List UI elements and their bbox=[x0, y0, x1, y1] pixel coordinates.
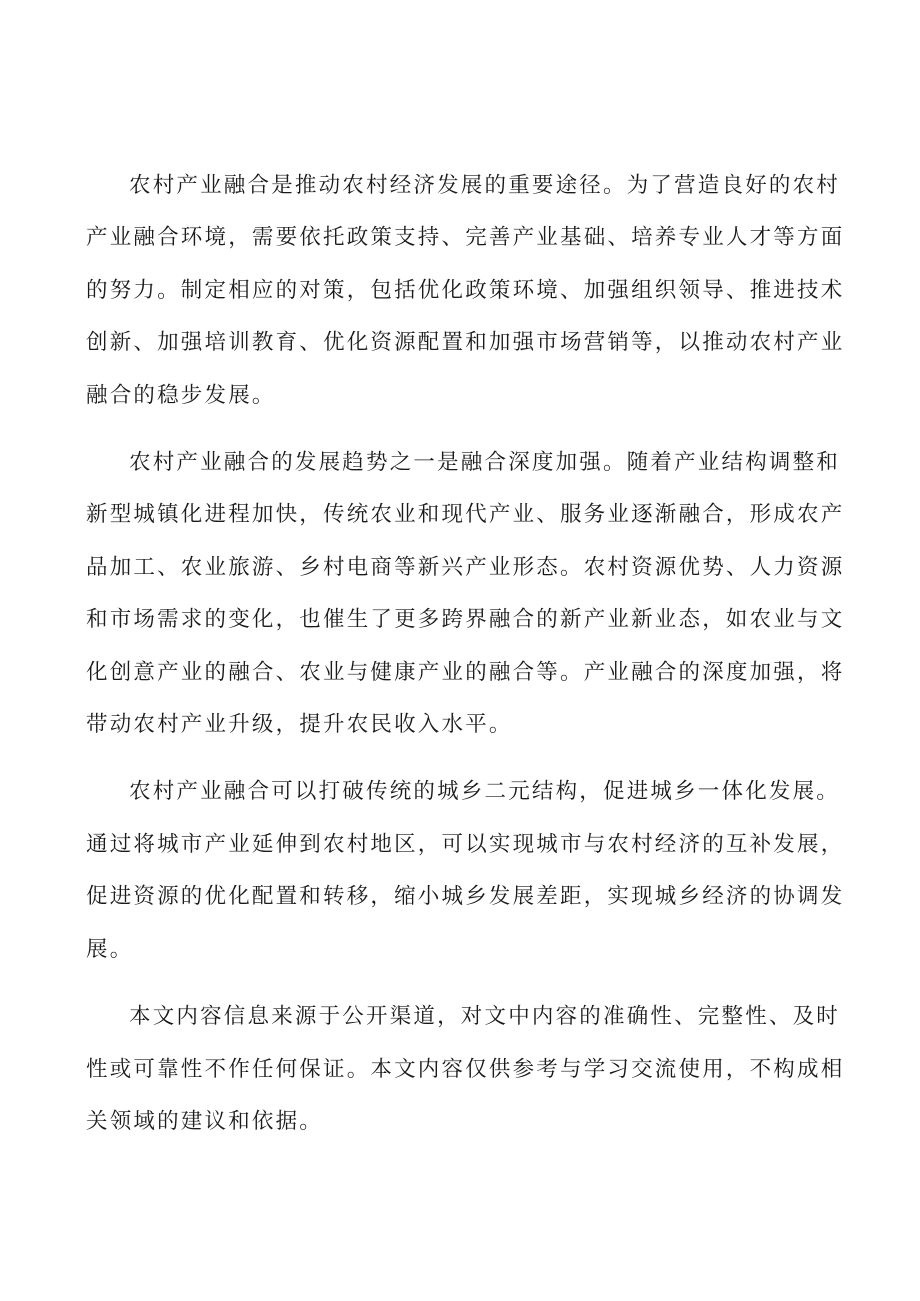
paragraph-urban-rural-integration: 农村产业融合可以打破传统的城乡二元结构，促进城乡一体化发展。通过将城市产业延伸到农村地区，可以实现城市与农村经济的互补发展，促进资源的优化配置和转移，缩小城乡发展差距，实现城乡经济的协调发展。 bbox=[86, 779, 845, 962]
document-body bbox=[86, 160, 846, 1148]
paragraph-rural-industry-integration-importance: 农村产业融合是推动农村经济发展的重要途径。为了营造良好的农村产业融合环境，需要依托政策支持、完善产业基础、培养专业人才等方面的努力。制定相应的对策，包括优化政策环境、加强组织领导、推进技术创新、加强培训教育、优化资源配置和加强市场营销等，以推动农村产业融合的稳步发展。 bbox=[86, 173, 845, 408]
paragraph-disclaimer: 本文内容信息来源于公开渠道，对文中内容的准确性、完整性、及时性或可靠性不作任何保证。本文内容仅供参考与学习交流使用，不构成相关领域的建议和依据。 bbox=[86, 1004, 845, 1134]
paragraph-integration-trend: 农村产业融合的发展趋势之一是融合深度加强。随着产业结构调整和新型城镇化进程加快，传统农业和现代产业、服务业逐渐融合，形成农产品加工、农业旅游、乡村电商等新兴产业形态。农村资源优势、人力资源和市场需求的变化，也催生了更多跨界融合的新产业新业态，如农业与文化创意产业的融合、农业与健康产业的融合等。产业融合的深度加强，将带动农村产业升级，提升农民收入水平。 bbox=[86, 450, 845, 738]
